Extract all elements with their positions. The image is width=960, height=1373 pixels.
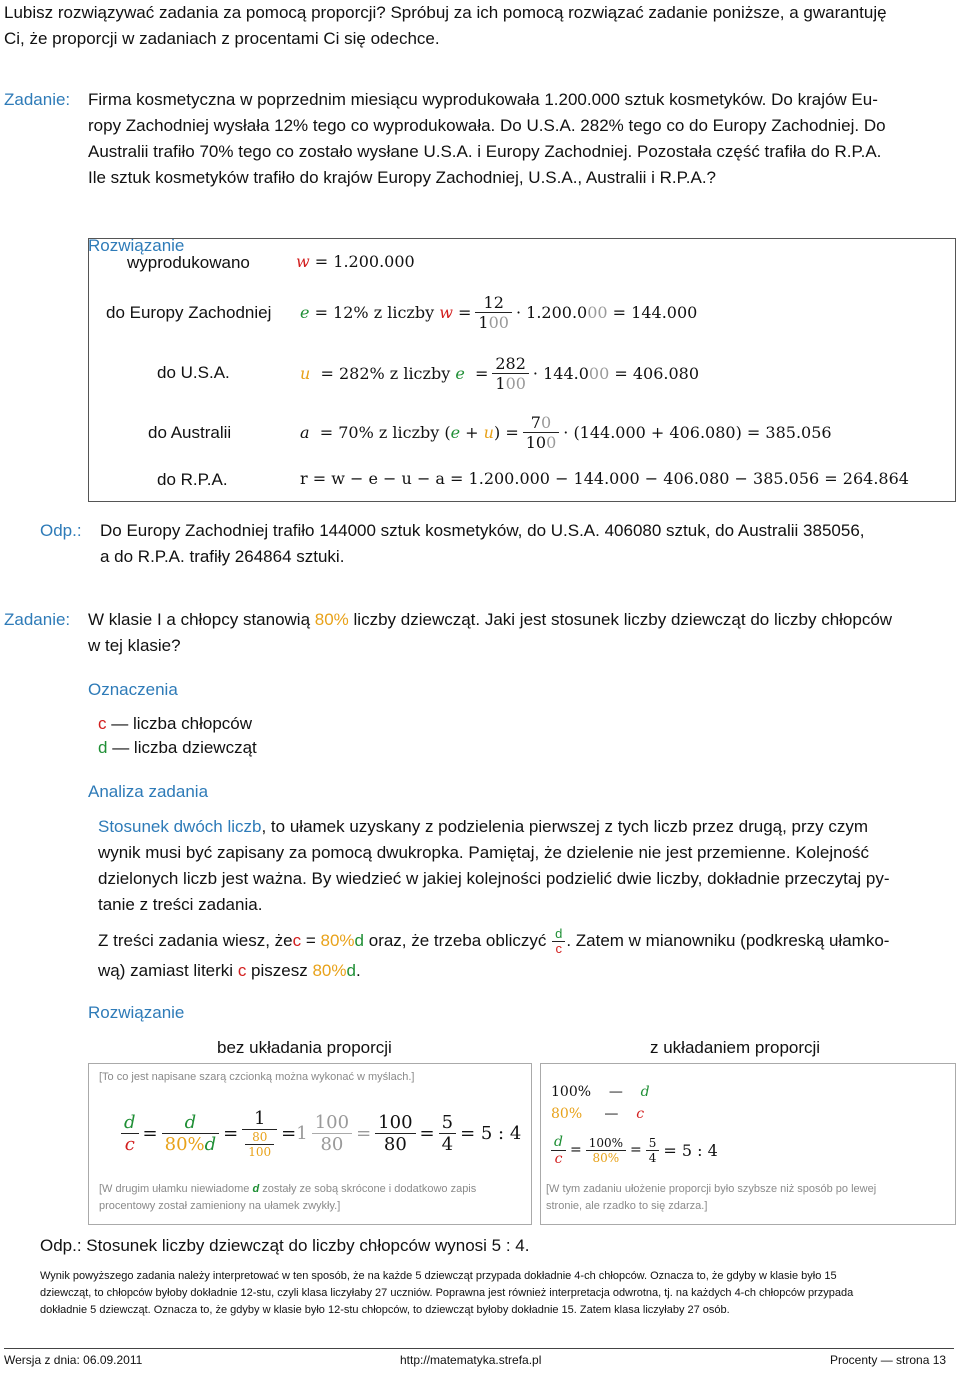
notation-c: c — liczba chłopców [98,714,253,733]
row-label-europe: do Europy Zachodniej [106,303,272,322]
eq-w: w = 1.200.000 [296,252,415,271]
task1-label: Zadanie: [4,90,71,109]
analysis-formula-text: Z treści zadania wiesz, że c = 80% d oraz, że trzeba obliczyć $\frac{d}{c}$ . Zatem w mianowniku (podkreską ułamko- wą) zamiast literki c piszesz 80%d. [98,925,890,980]
task2-label: Zadanie: [4,610,71,629]
left-column-title: bez układania proporcji [217,1038,392,1057]
row-label-usa: do U.S.A. [157,363,230,382]
row-label-rpa: do R.P.A. [157,470,228,489]
left-note-top: [To co jest napisane szarą czcionką można wykonać w myślach.] [99,1071,415,1083]
task1-solution-heading: Rozwiązanie [88,236,185,255]
analysis-heading: Analiza zadania [88,782,209,801]
task2-solution-heading: Rozwiązanie [88,1003,185,1022]
right-column-title: z układaniem proporcji [650,1038,821,1057]
eq-a: a = 70% z liczby ( e + u ) = $\frac{70}{100}$ · (144.000 + 406.080) = 385.056 [300,412,832,452]
footer-version: Wersja z dnia: 06.09.2011 [4,1353,143,1367]
left-note-bottom: [W drugim ułamku niewiadome d zostały ze sobą skrócone i dodatkowo zapis procentowy został zamieniony na ułamek zwykły.] [99,1183,477,1212]
notation-heading: Oznaczenia [88,680,178,699]
task1-answer-label: Odp.: [40,521,82,540]
intro-text: Lubisz rozwiązywać zadania za pomocą proporcji? Spróbuj za ich pomocą rozwiązać zadanie poniższe, a gwarantuję Ci, że proporcji w zadaniach z procentami Ci się odechce. [4,3,887,48]
row-label-australia: do Australii [148,423,232,442]
right-proportion: 100% — d 80% — c [551,1084,650,1122]
notation-d: d — liczba dziewcząt [98,738,257,757]
task2-answer: Odp.: Stosunek liczby dziewcząt do liczby chłopców wynosi 5 : 4. [40,1236,530,1255]
left-equation: $\frac{d}{c}$ = $\frac{d}{80\%d}$ = $\frac{1}{\frac{80}{100}}$ = 1 $\frac{100}{80}$ = $\frac{100}{80}$ = $\frac{5}{4}$ = 5 : 4 [117,1098,521,1168]
analysis-text: Stosunek dwóch liczb, to ułamek uzyskany z podzielenia pierwszej z tych liczb przez drugą, przy czym wynik musi być zapisany za pomocą dwukropka. Pamiętaj, że dzielenie nie jest przemienne. Kolejność dzielonych liczb jest ważna. By wiedzieć w jakiej kolejności podzielić dwie liczby, dokładnie przeczytaj py- tanie z treści zadania. [98,817,890,914]
task1-text: Firma kosmetyczna w poprzednim miesiącu wyprodukowała 1.200.000 sztuk kosmetyków. Do krajów Eu- ropy Zachodniej wysłała 12% tego co wyprodukowała. Do U.S.A. 282% tego co do Europy Zachodniej. Do Australii trafiło 70% tego co zostało wysłane U.S.A. i Europy Zachodniej. Pozostała część trafiła do R.P.A. Ile sztuk kosmetyków trafiło do krajów Europy Zachodniej, U.S.A., Australii i R.P.A.? [88,90,886,187]
footer-url[interactable]: http://matematyka.strefa.pl [400,1353,542,1367]
task2-text: W klasie I a chłopcy stanowią 80% liczby dziewcząt. Jaki jest stosunek liczby dziewcząt do liczby chłopców w tej klasie? [88,610,893,655]
eq-u: u = 282% z liczby e = $\frac{282}{100}$ · 144.0 00 = 406.080 [300,353,700,393]
eq-e: e = 12% z liczby w = $\frac{12}{100}$ · 1.200.0 00 = 144.000 [300,292,698,332]
row-label-produced: wyprodukowano [127,253,250,272]
right-note: [W tym zadaniu ułożenie proporcji było szybsze niż sposób po lewej stronie, ale rzadko to się zdarza.] [546,1183,877,1212]
task1-answer: Do Europy Zachodniej trafiło 144000 sztuk kosmetyków, do U.S.A. 406080 sztuk, do Australii 385056, a do R.P.A. trafiły 264864 sztuki. [100,521,865,566]
footer-divider [4,1348,954,1349]
right-equation: $\frac{d}{c}$ = $\frac{100\%}{80\%}$ = $\frac{5}{4}$ = 5 : 4 [551,1128,718,1172]
interpretation-text: Wynik powyższego zadania należy interpretować w ten sposób, że na każde 5 dziewcząt przypada dokładnie 4-ch chłopców. Oznacza to, że gdyby w klasie było 15 dziewcząt, to chłopców byłoby dokładnie 12-stu, czyli klasa liczyłaby 27 uczniów. Poprawna jest również interpretacja odwrotna, tj. na każdych 4-ch chłopców przypada dokładnie 5 dziewcząt. Oznacza to, że gdyby w klasie było 12-stu chłopców, to dziewcząt byłoby dokładnie 15. Zatem klasa liczyłaby 27 osób. [40,1270,854,1316]
footer-page: Procenty — strona 13 [830,1353,947,1367]
eq-r: r = w − e − u − a = 1.200.000 − 144.000 − 406.080 − 385.056 = 264.864 [300,469,909,488]
